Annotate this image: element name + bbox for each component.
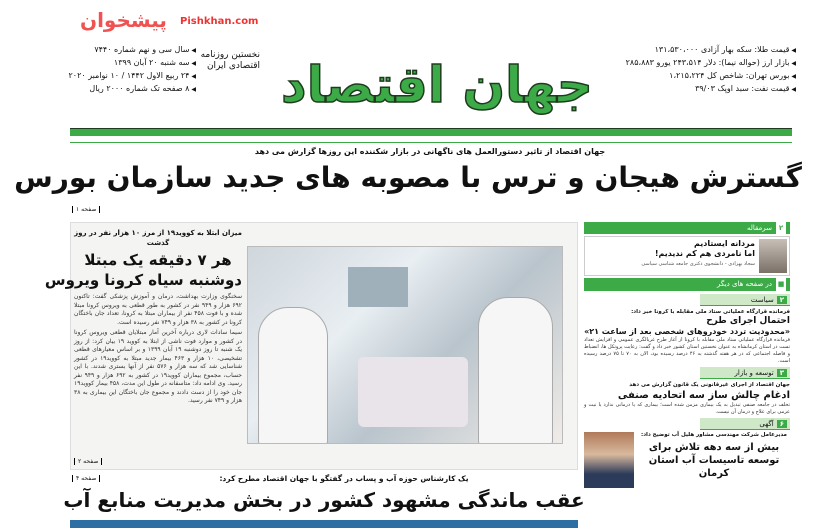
water-kicker: یک کارشناس حوزه آب و پساب در گفتگو با جهان اقتصاد مطرح کرد: bbox=[219, 474, 469, 483]
market-prices bbox=[616, 44, 796, 96]
watermark-url: Pishkhan.com bbox=[180, 16, 259, 27]
currency-price: ◀ بازار ارز (حواله نیما): دلار ۲۴۳،۵۱۴ یورو ۲۸۵،۸۸۳ bbox=[616, 57, 796, 70]
editorial-title[interactable]: مردانه ایستادیم bbox=[694, 239, 755, 248]
ad-title[interactable]: بیش از سه دهه تلاش برای توسعه تاسیسات آب استان کرمان bbox=[648, 442, 780, 479]
market-body: تخلف در جامعه صنفی تبدیل به یک بیماری مزمن شده است؛ بیماری که یا درمانی ندارد یا نیت و عزمی برای علاج و درمان آن نیست. bbox=[584, 402, 790, 415]
issue-price: ◀ ۸ صفحه تک شماره ۲۰۰۰ ریال bbox=[64, 83, 196, 96]
sidebar bbox=[584, 222, 790, 488]
page-ref: صفحه ۲ bbox=[74, 458, 102, 465]
section-ad: ۶آگهی bbox=[700, 418, 790, 430]
covid-kicker: میزان ابتلا به کووید۱۹ از مرز ۱۰ هزار نفر در روز گذشت bbox=[74, 229, 242, 247]
page-ref: صفحه ۱ bbox=[72, 206, 100, 213]
section-politics: ۲سیاست bbox=[700, 294, 790, 306]
section-other-pages: ■ در صفحه های دیگر bbox=[584, 278, 790, 291]
lead-kicker: جهان اقتصاد از تاثیر دستورالعمل های ناگهانی در بازار شکننده این روزها گزارش می دهد bbox=[254, 147, 606, 156]
politics-kicker: فرمانده قرارگاه عملیاتی ستاد ملی مقابله با کرونا خبر داد: bbox=[631, 309, 790, 315]
covid-paragraph: سیما سادات لاری درباره آخرین آمار مبتلایان قطعی ویروس کرونا در کشور و موارد فوت ناشی از ابتلا به کووید ۱۹ بیان کرد: از روز یک شنبه تا روز دوشنبه ۱۹ آبان ۱۳۹۹ و بر اساس معیارهای قطعی تشخیصی، ۱۰ هزار و ۴۶۳ بیمار جدید مبتلا به کووید۱۹ در کشور شناسایی شد که سه هزار و ۵۷۶ نفر از آنها بستری شدند. با این حساب، مجموع بیماران کووید۱۹ در کشور به ۶۹۲ هزار و ۹۴۹ نفر رسید. وی ادامه داد: متاسفانه در طول این مدت، ۴۵۸ بیمار کووید۱۹ جان خود را از دست دادند و مجموع جان باختگان این بیماری به ۳۸ هزار و ۷۴۹ نفر رسید. bbox=[74, 329, 242, 404]
footer-bar bbox=[70, 520, 578, 528]
politics-subtitle[interactable]: «محدودیت تردد خودروهای شخصی بعد از ساعت ۲۱» bbox=[584, 327, 790, 336]
market-kicker: جهان اقتصاد از اجرای غیرقانونی یک قانون گزارش می دهد bbox=[629, 382, 790, 388]
issue-date-hijri: ◀ ۲۴ ربیع الاول ۱۴۴۲ / ۱۰ نوامبر ۲۰۲۰ bbox=[64, 70, 196, 83]
issue-info bbox=[64, 44, 196, 96]
watermark-logo: پیشخوان bbox=[80, 8, 167, 32]
covid-story bbox=[44, 228, 242, 406]
divider bbox=[70, 142, 792, 143]
oil-price: ◀ قیمت نفت: سبد اوپک ۳۹/۰۳ bbox=[616, 83, 796, 96]
tagline: نخستین روزنامه اقتصادی ایران bbox=[200, 50, 260, 71]
covid-paragraph: سخنگوی وزارت بهداشت، درمان و آموزش پزشکی گفت: تاکنون ۶۹۲ هزار و ۹۴۹ نفر در کشور به طور قطعی به ویروس کرونا مبتلا شده و با فوت ۴۵۸ نفر از بیماران مبتلا به کرونا، تعداد جان باختگان کرونا در کشور به ۳۸ هزار و ۷۴۹ نفر رسیده است. bbox=[74, 293, 242, 326]
masthead-bar bbox=[70, 128, 792, 136]
politics-title[interactable]: احتمال اجرای طرح bbox=[706, 316, 790, 326]
gold-price: ◀ قیمت طلا: سکه بهار آزادی ۱۳۱،۵۳۰،۰۰۰ bbox=[616, 44, 796, 57]
ad-kicker: مدیرعامل شرکت مهندسی مشاور هلیل آب توضیح داد: bbox=[641, 432, 787, 438]
editorial-subtitle[interactable]: اما نامردی هم کم ندیدیم! bbox=[654, 249, 755, 258]
issue-number: ◀ سال سی و نهم شماره ۷۴۴۰ bbox=[64, 44, 196, 57]
stock-index: ◀ بورس تهران: شاخص کل ۱،۲۱۵،۲۲۴ bbox=[616, 70, 796, 83]
author-photo bbox=[759, 239, 787, 273]
section-market: ۳توسعه و بازار bbox=[700, 367, 790, 379]
water-headline: عقب ماندگی مشهود کشور در بخش مدیریت منابع آب bbox=[63, 488, 585, 512]
lead-headline: گسترش هیجان و ترس با مصوبه های جدید سازمان بورس bbox=[14, 161, 802, 194]
editorial-author: سجاد بهزادی - دانشجوی دکتری جامعه شناسی سیاسی bbox=[641, 261, 755, 267]
covid-headline-2: دوشنبه سیاه کرونا ویروس bbox=[44, 271, 242, 289]
hospital-photo bbox=[247, 246, 563, 444]
portrait-photo bbox=[584, 432, 634, 488]
market-title[interactable]: ادغام چالش ساز سه اتحادیه صنفی bbox=[617, 390, 790, 401]
issue-date: ◀ سه شنبه ۲۰ آبان ۱۳۹۹ bbox=[64, 57, 196, 70]
section-editorial: ۲ سرمقاله bbox=[584, 222, 790, 234]
page-ref: صفحه ۴ bbox=[72, 475, 100, 482]
covid-headline-1: هر ۷ دقیقه یک مبتلا bbox=[84, 251, 232, 269]
editorial-box bbox=[584, 236, 790, 276]
politics-body: فرمانده قرارگاه عملیاتی ستاد ملی مقابله با کرونا از آغاز طرح غربالگری عمومی و افزایش تعداد تست در استان کرمانشاه به عنوان نخستین استان کشور خبر داد و گفت: رعایت پروتکل ها، انضباط و فاصله اجتماعی که در هر هفته گذشته به ۴۶ درصد رسیده بود، الان به ۷۰ تا ۷۵ درصد رسیده است. bbox=[584, 337, 791, 364]
ad-box bbox=[584, 432, 790, 488]
newspaper-logo: جهان اقتصاد bbox=[281, 56, 593, 114]
